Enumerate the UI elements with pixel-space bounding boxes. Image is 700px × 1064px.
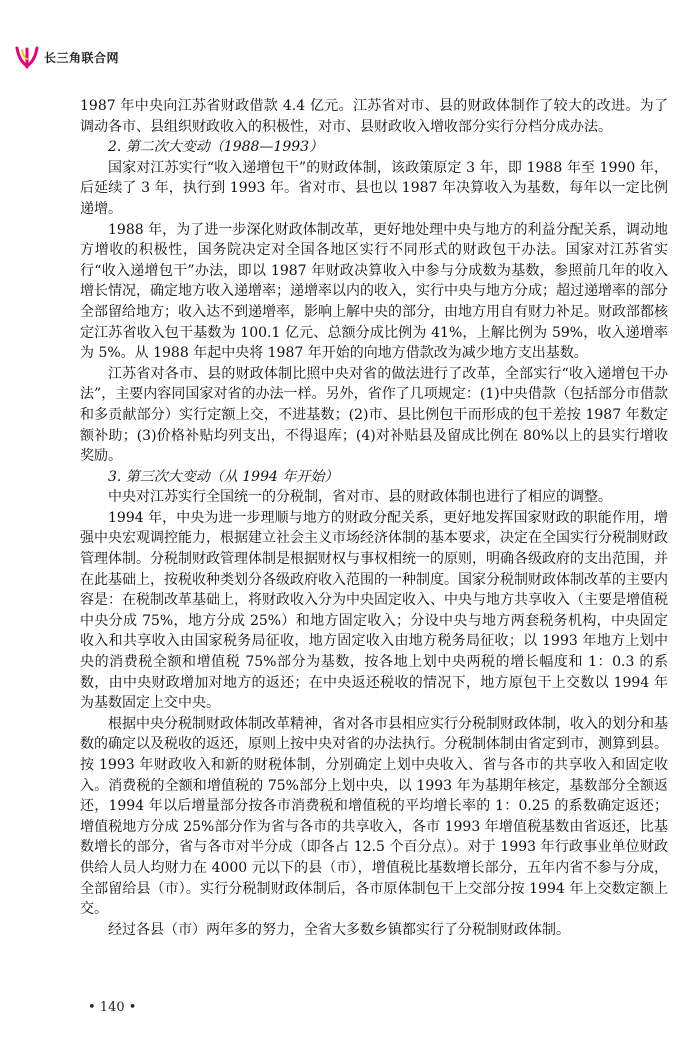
- paragraph: 经过各县（市）两年多的努力，全省大多数乡镇都实行了分税制财政体制。: [108, 921, 570, 938]
- paragraph: 国家对江苏实行“收入递增包干”的财政体制，该政策原定 3 年，即 1988 年至 1990 年，后延续了 3 年，执行到 1993 年。省对市、县也以 1987 年决算收入为基数，每年以一定比例递增。: [80, 159, 668, 217]
- brand-name: 长三角联合网: [44, 50, 120, 65]
- page-number: • 140 •: [88, 1000, 137, 1015]
- section-heading: 2. 第二次大变动（1988—1993）: [108, 139, 324, 156]
- paragraph: 1994 年，中央为进一步理顺与地方的财政分配关系，更好地发挥国家财政的职能作用，增强中央宏观调控能力，根据建立社会主义市场经济体制的基本要求，决定在全国实行分税制财政管理体制。分税制财政管理体制是根据财权与事权相统一的原则，明确各级政府的支出范围，并在此基础上，按税收种类划分各级政府收入范围的一种制度。国家分税制财政体制改革的主要内容是：在税制改革基础上，将财政收入分为中央固定收入、中央与地方共享收入（主要是增值税中央分成 75%，地方分成 25%）和地方固定收入；分设中央与地方两套税务机构，中央固定收入和共享收入由国家税务局征收，地方固定收入由地方税务局征收；以 1993 年地方上划中央的消费税全额和增值税 75%部分为基数，按各地上划中央两税的增长幅度和 1：0.3 的系数，由中央财政增加对地方的返还；在中央返还税收的情况下，地方原包干上交数以 1994 年为基数固定上交中央。: [80, 509, 668, 712]
- section-heading: 3. 第三次大变动（从 1994 年开始）: [108, 468, 339, 485]
- document-body: [80, 96, 668, 940]
- logo-icon: [14, 44, 40, 70]
- paragraph: 1988 年，为了进一步深化财政体制改革，更好地处理中央与地方的利益分配关系，调动地方增收的积极性，国务院决定对全国各地区实行不同形式的财政包干办法。国家对江苏省实行“收入递增包干”办法，即以 1987 年财政决算收入中参与分成数为基数，参照前几年的收入增长情况，确定地方收入递增率；递增率以内的收入，实行中央与地方分成；超过递增率的部分全部留给地方；收入达不到递增率，影响上解中央的部分，由地方用自有财力补足。财政部都核定江苏省收入包干基数为 100.1 亿元、总额分成比例为 41%，上解比例为 59%，收入递增率为 5%。从 1988 年起中央将 1987 年开始的向地方借款改为减少地方支出基数。: [80, 221, 668, 362]
- paragraph: 1987 年中央向江苏省财政借款 4.4 亿元。江苏省对市、县的财政体制作了较大的改进。为了调动各市、县组织财政收入的积极性，对市、县财政收入增收部分实行分档分成办法。: [80, 98, 668, 135]
- paragraph: 根据中央分税制财政体制改革精神，省对各市县相应实行分税制财政体制，收入的划分和基数的确定以及税收的返还，原则上按中央对省的办法执行。分税制体制由省定到市，测算到县。按 1993 年财政收入和新的财税体制，分别确定上划中央收入、省与各市的共享收入和固定收入。消费税的全额和增值税的 75%部分上划中央，以 1993 年为基期年核定，基数部分全额返还，1994 年以后增量部分按各市消费税和增值税的平均增长率的 1：0.25 的系数确定返还；增值税地方分成 25%部分作为省与各市的共享收入，各市 1993 年增值税基数由省返还，比基数增长的部分，省与各市对半分成（即各占 12.5 个百分点）。对于 1993 年行政事业单位财政供给人员人均财力在 4000 元以下的县（市），增值税比基数增长部分，五年内省不参与分成，全部留给县（市）。实行分税制财政体制后，各市原体制包干上交部分按 1994 年上交数定额上交。: [80, 715, 668, 918]
- page-header: [14, 44, 119, 70]
- paragraph: 江苏省对各市、县的财政体制比照中央对省的做法进行了改革，全部实行“收入递增包干办法”，主要内容同国家对省的办法一样。另外，省作了几项规定：(1)中央借款（包括部分市借款和多贡献部分）实行定额上交，不进基数；(2)市、县比例包干而形成的包干差按 1987 年数定额补助；(3)价格补贴均列支出，不得退库；(4)对补贴县及留成比例在 80%以上的县实行增收奖励。: [80, 365, 668, 465]
- paragraph: 中央对江苏实行全国统一的分税制，省对市、县的财政体制也进行了相应的调整。: [108, 489, 612, 506]
